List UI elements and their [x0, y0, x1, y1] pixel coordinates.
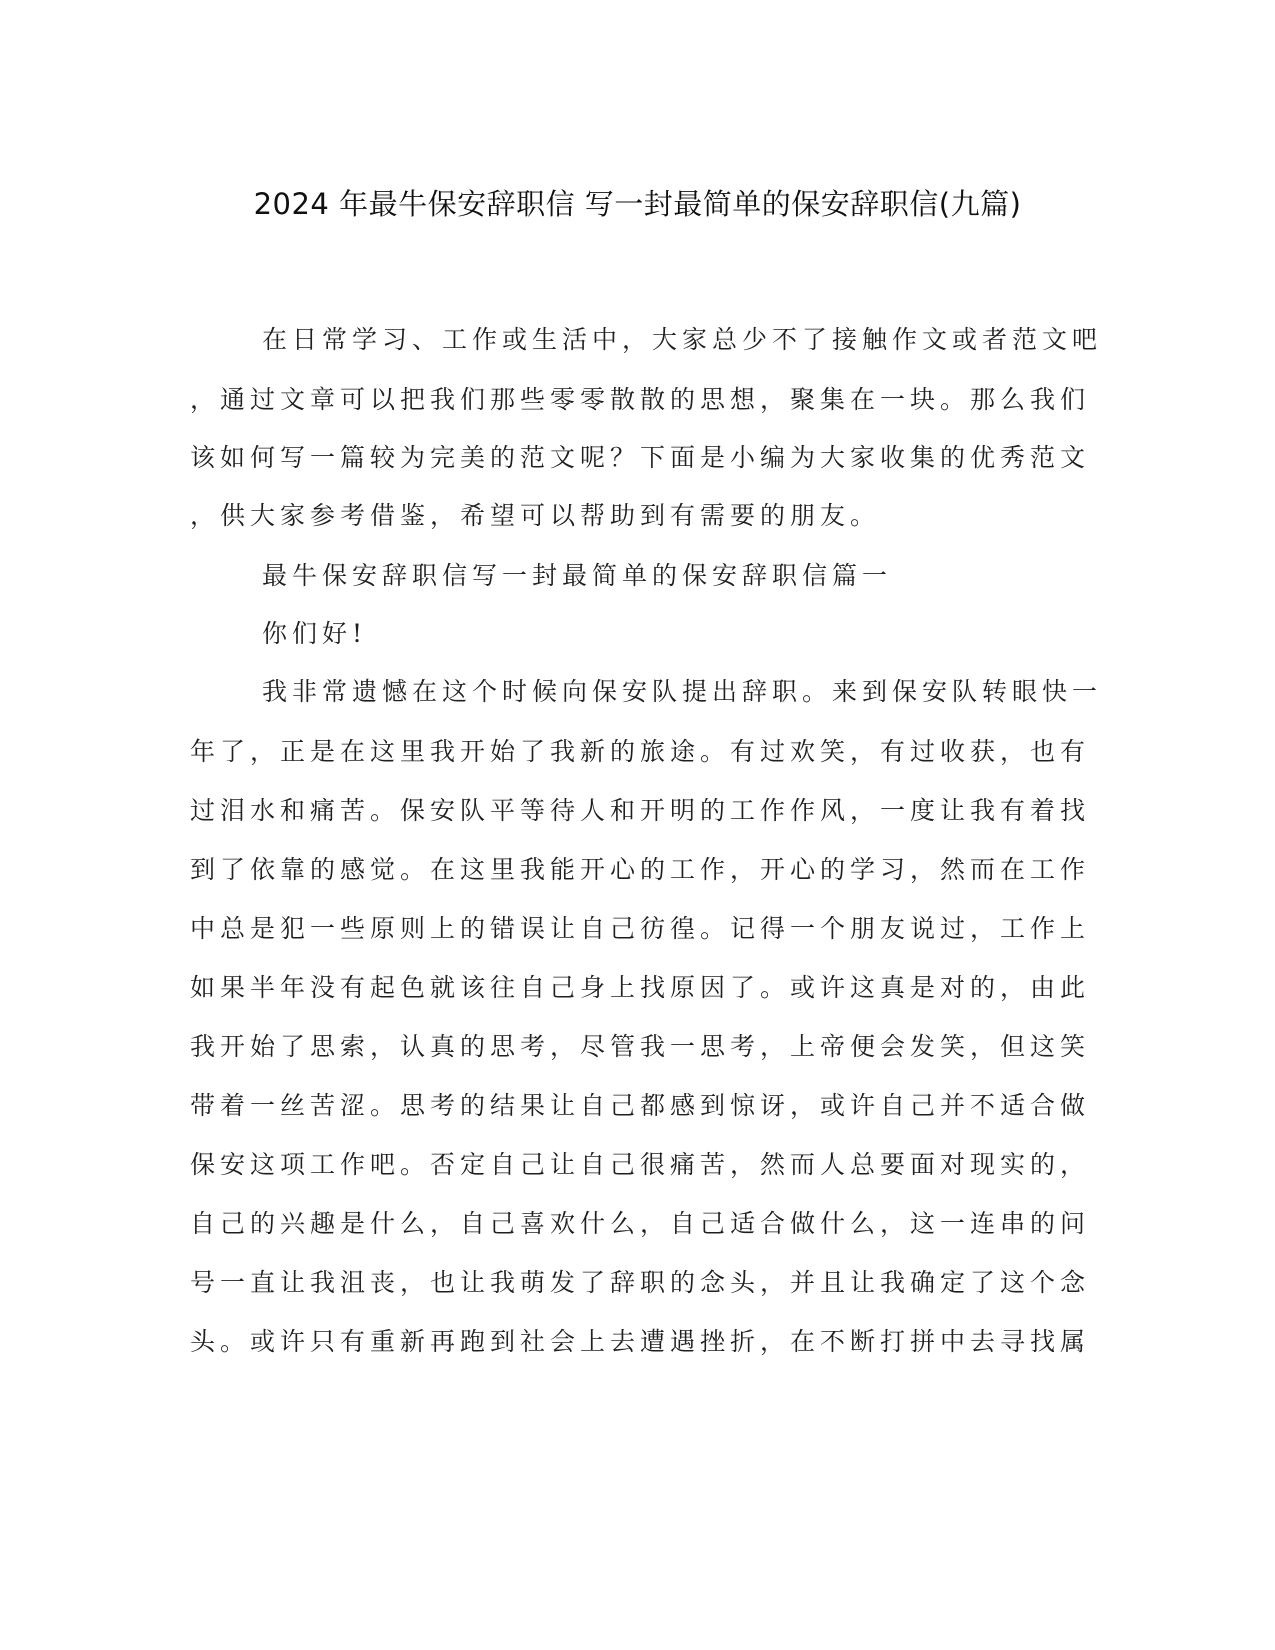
- body-line-5: 中总是犯一些原则上的错误让自己彷徨。记得一个朋友说过，工作上: [190, 914, 1091, 943]
- document-title: 2024 年最牛保安辞职信 写一封最简单的保安辞职信(九篇): [253, 187, 1022, 221]
- intro-line-4: ，供大家参考借鉴，希望可以帮助到有需要的朋友。: [190, 501, 881, 530]
- intro-line-2: ，通过文章可以把我们那些零零散散的思想，聚集在一块。那么我们: [190, 385, 1091, 414]
- body-line-6: 如果半年没有起色就该往自己身上找原因了。或许这真是对的，由此: [190, 973, 1091, 1002]
- intro-line-1: 在日常学习、工作或生活中，大家总少不了接触作文或者范文吧: [262, 325, 1103, 354]
- body-line-1: 我非常遗憾在这个时候向保安队提出辞职。来到保安队转眼快一: [262, 677, 1103, 706]
- body-line-8: 带着一丝苦涩。思考的结果让自己都感到惊讶，或许自己并不适合做: [190, 1091, 1091, 1120]
- body-line-3: 过泪水和痛苦。保安队平等待人和开明的工作作风，一度让我有着找: [190, 796, 1091, 825]
- body-line-11: 号一直让我沮丧，也让我萌发了辞职的念头，并且让我确定了这个念: [190, 1268, 1091, 1297]
- body-line-4: 到了依靠的感觉。在这里我能开心的工作，开心的学习，然而在工作: [190, 855, 1091, 884]
- body-line-10: 自己的兴趣是什么，自己喜欢什么，自己适合做什么，这一连串的问: [190, 1209, 1091, 1238]
- body-line-7: 我开始了思索，认真的思考，尽管我一思考，上帝便会发笑，但这笑: [190, 1032, 1091, 1061]
- section-heading: 最牛保安辞职信写一封最简单的保安辞职信篇一: [262, 561, 893, 590]
- body-line-2: 年了，正是在这里我开始了我新的旅途。有过欢笑，有过收获，也有: [190, 737, 1091, 766]
- letter-greeting: 你们好!: [262, 619, 368, 648]
- body-line-9: 保安这项工作吧。否定自己让自己很痛苦，然而人总要面对现实的，: [190, 1150, 1091, 1179]
- body-line-12: 头。或许只有重新再跑到社会上去遭遇挫折，在不断打拼中去寻找属: [190, 1327, 1091, 1356]
- intro-line-3: 该如何写一篇较为完美的范文呢？下面是小编为大家收集的优秀范文: [190, 443, 1091, 472]
